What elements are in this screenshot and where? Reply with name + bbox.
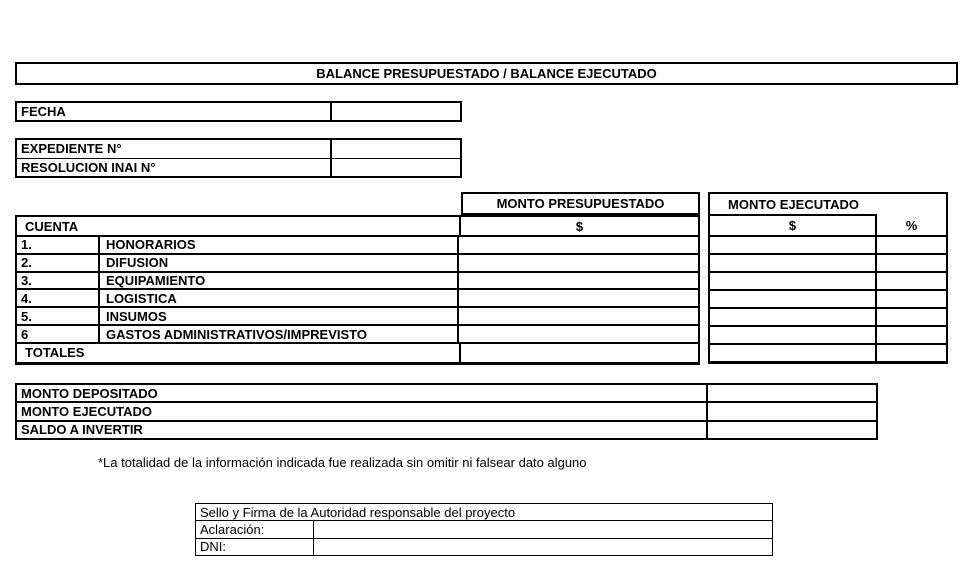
- monto-ejecutado-header-spacer: [877, 194, 946, 216]
- aclaracion-row: [196, 521, 772, 538]
- summary-table: [15, 383, 878, 440]
- ejecutado-amount-cell[interactable]: [710, 309, 877, 325]
- signature-table: [195, 503, 773, 556]
- table-row: [17, 326, 698, 344]
- expediente-table: [15, 138, 462, 178]
- fecha-value-field[interactable]: [332, 103, 460, 120]
- monto-presupuestado-header-text: MONTO PRESUPUESTADO: [496, 196, 665, 211]
- monto-ejecutado-label: MONTO EJECUTADO: [17, 403, 708, 419]
- expediente-row: [17, 140, 460, 159]
- ejecutado-amount-cell[interactable]: [710, 237, 877, 253]
- monto-depositado-label: MONTO DEPOSITADO: [17, 385, 708, 401]
- table-row: [17, 237, 698, 255]
- ejecutado-percent-cell[interactable]: [877, 291, 946, 307]
- account-name: DIFUSION: [100, 255, 459, 271]
- dni-label: DNI:: [196, 539, 314, 555]
- ejecutado-amount-cell[interactable]: [710, 291, 877, 307]
- ejecutado-percent-cell[interactable]: [877, 327, 946, 343]
- aclaracion-value-field[interactable]: [314, 521, 772, 537]
- monto-depositado-value-field[interactable]: [708, 385, 876, 401]
- ejecutado-percent-cell[interactable]: [877, 237, 946, 253]
- account-name: EQUIPAMIENTO: [100, 273, 459, 289]
- account-number: 3.: [17, 273, 100, 289]
- ejecutado-amount-cell[interactable]: [710, 327, 877, 343]
- presupuestado-amount-cell[interactable]: [459, 308, 698, 324]
- table-row: [710, 309, 946, 327]
- monto-ejecutado-header: MONTO EJECUTADO: [710, 194, 877, 216]
- cuenta-header: CUENTA: [17, 217, 461, 235]
- ejecutado-percent-cell[interactable]: [877, 309, 946, 325]
- table-row: [710, 255, 946, 273]
- monto-ejecutado-header-row: [710, 194, 946, 216]
- fecha-label: FECHA: [17, 103, 332, 120]
- monto-ejecutado-row: [17, 403, 876, 421]
- resolucion-value-field[interactable]: [332, 159, 460, 177]
- saldo-a-invertir-value-field[interactable]: [708, 422, 876, 438]
- table-row: [710, 327, 946, 345]
- account-number: 5.: [17, 308, 100, 324]
- monto-presupuestado-header: [461, 192, 700, 215]
- resolucion-label: RESOLUCION INAI N°: [17, 159, 332, 177]
- dni-value-field[interactable]: [314, 539, 772, 555]
- account-number: 6: [17, 326, 100, 342]
- ejecutado-total-cell[interactable]: [710, 345, 877, 361]
- account-name: HONORARIOS: [100, 237, 459, 253]
- ejecutado-amount-cell[interactable]: [710, 255, 877, 271]
- ejecutado-percent-cell[interactable]: [877, 273, 946, 289]
- account-name: LOGISTICA: [100, 290, 459, 306]
- presupuestado-amount-cell[interactable]: [459, 273, 698, 289]
- fecha-table: [15, 101, 462, 122]
- table-row: [17, 308, 698, 326]
- account-name: GASTOS ADMINISTRATIVOS/IMPREVISTO: [100, 326, 459, 342]
- ejecutado-currency-header: $: [710, 216, 877, 235]
- signature-header-label: Sello y Firma de la Autoridad responsable del proyecto: [200, 504, 516, 520]
- table-row: [710, 291, 946, 309]
- cuenta-header-row: [17, 217, 698, 237]
- ejecutado-total-percent-cell[interactable]: [877, 345, 946, 361]
- expediente-value-field[interactable]: [332, 140, 460, 158]
- resolucion-row: [17, 159, 460, 177]
- declaration-note: *La totalidad de la información indicada fue realizada sin omitir ni falsear dato alguno: [98, 455, 587, 470]
- table-row: [17, 273, 698, 291]
- monto-ejecutado-subheader-row: [710, 216, 946, 237]
- account-number: 1.: [17, 237, 100, 253]
- saldo-a-invertir-row: [17, 422, 876, 438]
- ejecutado-percent-cell[interactable]: [877, 255, 946, 271]
- form-title-text: BALANCE PRESUPUESTADO / BALANCE EJECUTADO: [316, 66, 657, 81]
- presupuestado-amount-cell[interactable]: [459, 326, 698, 342]
- totals-label: TOTALES: [17, 344, 461, 362]
- table-row: [710, 237, 946, 255]
- account-number: 2.: [17, 255, 100, 271]
- presupuestado-currency-header: $: [575, 218, 584, 234]
- presupuestado-total-cell[interactable]: [461, 344, 698, 362]
- account-number: 4.: [17, 290, 100, 306]
- ejecutado-percent-header: %: [905, 218, 918, 233]
- monto-depositado-row: [17, 385, 876, 403]
- monto-ejecutado-table: [708, 192, 948, 364]
- table-row: [17, 290, 698, 308]
- presupuestado-amount-cell[interactable]: [459, 255, 698, 271]
- monto-ejecutado-value-field[interactable]: [708, 403, 876, 419]
- table-row: [17, 255, 698, 273]
- totals-row: [710, 345, 946, 361]
- table-row: [710, 273, 946, 291]
- signature-header-row: [196, 504, 772, 521]
- account-name: INSUMOS: [100, 308, 459, 324]
- presupuestado-amount-cell[interactable]: [459, 290, 698, 306]
- totals-row: [17, 344, 698, 362]
- ejecutado-amount-cell[interactable]: [710, 273, 877, 289]
- cuenta-table: [15, 215, 700, 365]
- form-title: [15, 62, 958, 85]
- presupuestado-amount-cell[interactable]: [459, 237, 698, 253]
- expediente-label: EXPEDIENTE N°: [17, 140, 332, 158]
- dni-row: [196, 539, 772, 555]
- aclaracion-label: Aclaración:: [196, 521, 314, 537]
- saldo-a-invertir-label: SALDO A INVERTIR: [17, 422, 708, 438]
